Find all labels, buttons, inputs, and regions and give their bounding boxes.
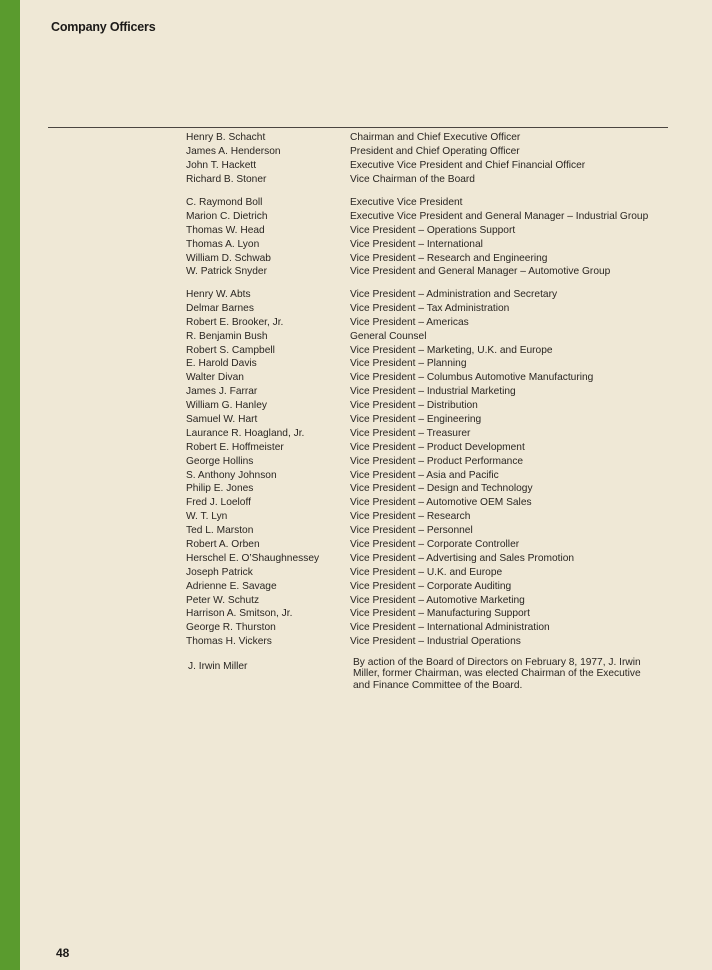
officer-name: Joseph Patrick — [186, 566, 253, 578]
officer-title: Vice President – Corporate Auditing — [350, 580, 512, 592]
officer-title: Vice President – Planning — [350, 358, 467, 370]
officer-title: Executive Vice President and General Manager – Industrial Group — [350, 210, 649, 222]
officer-title: Vice President – Tax Administration — [350, 302, 510, 314]
officer-row — [0, 357, 712, 371]
officer-row — [0, 594, 712, 608]
officer-name: Adrienne E. Savage — [186, 580, 277, 592]
officer-title: Vice President – Corporate Controller — [350, 539, 520, 551]
officer-row — [0, 131, 712, 145]
officer-name: Robert A. Orben — [186, 539, 260, 551]
officer-title: Vice President – Americas — [350, 316, 469, 328]
officer-title: Vice President – Distribution — [350, 400, 478, 412]
officer-title: Vice President – International Administration — [350, 622, 550, 634]
officer-row — [0, 441, 712, 455]
officer-name: Richard B. Stoner — [186, 173, 267, 185]
officer-name: Robert E. Hoffmeister — [186, 441, 284, 453]
officer-name: S. Anthony Johnson — [186, 469, 277, 481]
officer-title: Vice President – Research — [350, 511, 471, 523]
officer-name: George R. Thurston — [186, 622, 276, 634]
officer-name: E. Harold Davis — [186, 358, 257, 370]
officer-title: Vice President – Design and Technology — [350, 483, 533, 495]
officer-row — [0, 371, 712, 385]
officer-name: Laurance R. Hoagland, Jr. — [186, 427, 305, 439]
officer-row — [0, 173, 712, 187]
officer-name: Peter W. Schutz — [186, 594, 260, 606]
officer-row — [0, 580, 712, 594]
officer-row — [0, 330, 712, 344]
officer-row — [0, 238, 712, 252]
officer-name: James A. Henderson — [186, 145, 281, 157]
officer-title: Vice President – Administration and Secretary — [350, 289, 558, 300]
officer-name: George Hollins — [186, 455, 254, 467]
officer-row — [0, 252, 712, 266]
officer-title: Vice President – Treasurer — [350, 427, 471, 439]
officer-row — [0, 482, 712, 496]
officer-row — [0, 145, 712, 159]
officer-name: Robert S. Campbell — [186, 344, 275, 356]
officer-title: Vice President – Manufacturing Support — [350, 608, 530, 620]
officer-name: R. Benjamin Bush — [186, 330, 268, 342]
officer-title: President and Chief Operating Officer — [350, 145, 520, 157]
officer-name: Herschel E. O’Shaughnessey — [186, 552, 320, 564]
page-title: Company Officers — [51, 20, 156, 34]
officer-group-executive — [0, 196, 712, 279]
officer-row — [0, 510, 712, 524]
officer-row — [0, 524, 712, 538]
officer-name: W. T. Lyn — [186, 511, 228, 523]
officer-row — [0, 344, 712, 358]
officer-row — [0, 413, 712, 427]
officer-title: Vice President – Automotive Marketing — [350, 594, 525, 606]
officer-row — [0, 159, 712, 173]
officer-name: Thomas W. Head — [186, 224, 265, 236]
officer-row — [0, 635, 712, 649]
officer-name: Thomas A. Lyon — [186, 238, 260, 250]
officer-row — [0, 538, 712, 552]
officer-row — [0, 496, 712, 510]
officer-title: Vice President – Automotive OEM Sales — [350, 497, 532, 509]
officer-row — [0, 316, 712, 330]
officer-title: Vice President and General Manager – Automotive Group — [350, 266, 611, 278]
officer-name: Walter Divan — [186, 372, 244, 384]
officer-row — [0, 455, 712, 469]
note-text: By action of the Board of Directors on February 8, 1977, J. Irwin Miller, former Chairman, was elected Chairman of the Executive and Finance Committee of the Board. — [353, 657, 641, 691]
officer-title: Vice President – Marketing, U.K. and Europe — [350, 344, 553, 356]
officer-name: Fred J. Loeloff — [186, 497, 251, 509]
officer-title: Vice President – Personnel — [350, 525, 473, 537]
officer-name: Philip E. Jones — [186, 483, 254, 495]
officer-title: Vice Chairman of the Board — [350, 173, 475, 185]
officer-title: General Counsel — [350, 330, 427, 342]
officer-title: Vice President – Research and Engineering — [350, 252, 548, 264]
officer-title: Vice President – Columbus Automotive Manufacturing — [350, 372, 594, 384]
officer-name: C. Raymond Boll — [186, 197, 263, 208]
page-number: 48 — [56, 946, 70, 960]
officer-title: Vice President – Industrial Operations — [350, 636, 521, 648]
officer-group-vice-presidents — [0, 288, 712, 649]
officer-row — [0, 224, 712, 238]
officer-title: Vice President – Engineering — [350, 414, 482, 426]
officer-row — [0, 552, 712, 566]
officer-title: Vice President – Operations Support — [350, 224, 516, 236]
officer-title: Chairman and Chief Executive Officer — [350, 132, 521, 143]
officer-row — [0, 566, 712, 580]
officer-name: Henry W. Abts — [186, 289, 251, 300]
officer-row — [0, 621, 712, 635]
officer-name: W. Patrick Snyder — [186, 266, 267, 278]
officer-name: Ted L. Marston — [186, 525, 254, 537]
officer-title: Vice President – Product Performance — [350, 455, 524, 467]
officer-title: Vice President – U.K. and Europe — [350, 566, 503, 578]
officer-name: Robert E. Brooker, Jr. — [186, 316, 284, 328]
officer-row — [0, 427, 712, 441]
officer-name: Delmar Barnes — [186, 302, 254, 314]
officer-name: Henry B. Schacht — [186, 132, 266, 143]
officer-row — [0, 302, 712, 316]
officer-name: John T. Hackett — [186, 159, 257, 171]
officer-name: James J. Farrar — [186, 386, 258, 398]
officer-title: Executive Vice President and Chief Financial Officer — [350, 159, 586, 171]
officer-row — [0, 607, 712, 621]
officer-name: Marion C. Dietrich — [186, 210, 268, 222]
officer-title: Executive Vice President — [350, 197, 463, 208]
officer-title: Vice President – Advertising and Sales Promotion — [350, 552, 575, 564]
officer-row — [0, 399, 712, 413]
officer-group-senior — [0, 131, 712, 187]
officer-row — [0, 210, 712, 224]
officer-name: Thomas H. Vickers — [186, 636, 272, 648]
officer-row — [0, 196, 712, 210]
officer-row — [0, 469, 712, 483]
officer-row — [0, 288, 712, 302]
note-officer-name: J. Irwin Miller — [188, 661, 248, 672]
officer-name: Harrison A. Smitson, Jr. — [186, 608, 293, 620]
officer-title: Vice President – Industrial Marketing — [350, 386, 516, 398]
officer-title: Vice President – International — [350, 238, 483, 250]
header-rule — [48, 127, 668, 128]
officer-row — [0, 385, 712, 399]
officer-title: Vice President – Asia and Pacific — [350, 469, 499, 481]
officer-name: William G. Hanley — [186, 400, 267, 412]
officer-title: Vice President – Product Development — [350, 441, 525, 453]
officer-name: William D. Schwab — [186, 252, 271, 264]
officer-name: Samuel W. Hart — [186, 414, 258, 426]
officer-row — [0, 265, 712, 279]
